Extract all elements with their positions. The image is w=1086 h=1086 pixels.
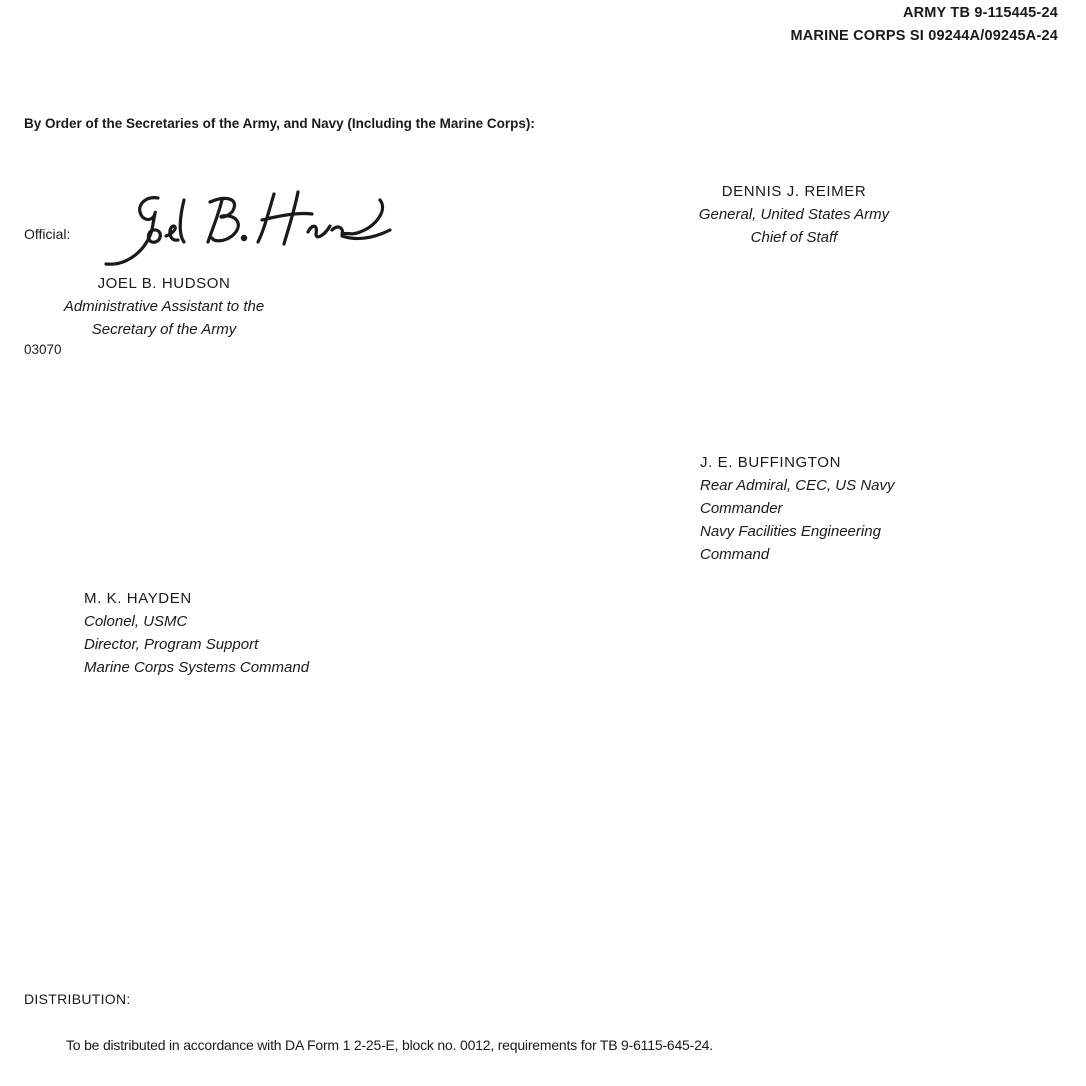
document-header <box>790 2 1058 48</box>
buffington-title-line1: Rear Admiral, CEC, US Navy <box>700 477 895 494</box>
official-name: JOEL B. HUDSON <box>97 275 231 292</box>
buffington-title-line3: Navy Facilities Engineering <box>700 523 881 540</box>
buffington-name: J. E. BUFFINGTON <box>700 454 841 471</box>
reimer-signature-block <box>664 180 924 249</box>
reimer-name: DENNIS J. REIMER <box>721 183 867 200</box>
distribution-text: To be distributed in accordance with DA Form 1 2-25-E, block no. 0012, requirements for TB 9-6115-645-24. <box>66 1037 713 1053</box>
hayden-title-line1: Colonel, USMC <box>84 613 188 630</box>
official-title-line1: Administrative Assistant to the <box>63 298 265 315</box>
distribution-label: DISTRIBUTION: <box>24 991 131 1007</box>
buffington-title-line2: Commander <box>700 500 783 517</box>
signature-image <box>98 186 398 276</box>
buffington-title-line4: Command <box>700 546 770 563</box>
official-signature-block <box>28 272 300 341</box>
official-label: Official: <box>24 226 71 242</box>
reimer-title-line1: General, United States Army <box>698 206 890 223</box>
reimer-title-line2: Chief of Staff <box>750 229 838 246</box>
official-title-line2: Secretary of the Army <box>91 321 237 338</box>
hayden-title-line2: Director, Program Support <box>84 636 259 653</box>
hayden-signature-block <box>84 587 309 679</box>
buffington-signature-block <box>700 451 895 566</box>
hayden-name: M. K. HAYDEN <box>84 590 192 607</box>
order-line: By Order of the Secretaries of the Army, and Navy (Including the Marine Corps): <box>24 116 535 131</box>
header-marine-corps-si: MARINE CORPS SI 09244A/09245A-24 <box>790 28 1058 44</box>
header-army-tb: ARMY TB 9-115445-24 <box>902 5 1058 21</box>
hayden-title-line3: Marine Corps Systems Command <box>84 659 310 676</box>
document-code: 03070 <box>24 342 62 357</box>
